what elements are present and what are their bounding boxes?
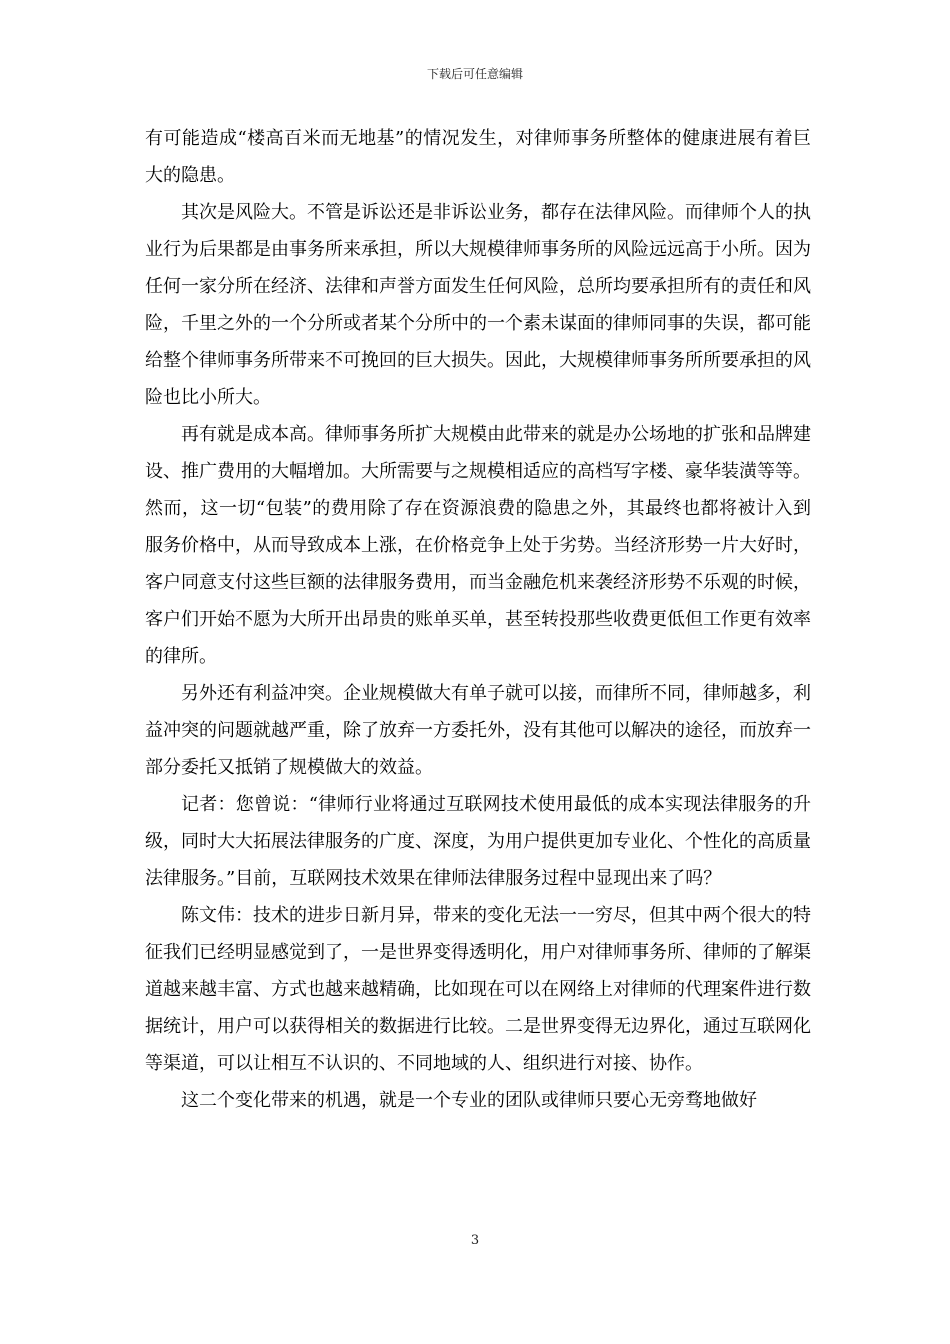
paragraph-7: 这二个变化带来的机遇，就是一个专业的团队或律师只要心无旁骛地做好: [181, 1090, 757, 1111]
paragraph-2: 其次是风险大。不管是诉讼还是非诉讼业务，都存在法律风险。而律师个人的执业行为后果都是由事务所来承担，所以大规模律师事务所的风险远远高于小所。因为任何一家分所在经济、法律和声誉方面发生任何风险，总所均要承担所有的责任和风险，千里之外的一个分所或者某个分所中的一个素未谋面的律师同事的失误，都可能给整个律师事务所带来不可挽回的巨大损失。因此，大规模律师事务所所要承担的风险也比小所大。: [145, 202, 811, 408]
paragraph-4: 另外还有利益冲突。企业规模做大有单子就可以接，而律所不同，律师越多，利益冲突的问题就越严重，除了放弃一方委托外，没有其他可以解决的途径，而放弃一部分委托又抵销了规模做大的效益。: [145, 683, 811, 778]
page-header: 下载后可任意编辑: [426, 67, 523, 81]
paragraph-5: 记者：您曾说：“律师行业将通过互联网技术使用最低的成本实现法律服务的升级，同时大大拓展法律服务的广度、深度，为用户提供更加专业化、个性化的高质量法律服务。”目前，互联网技术效果在律师法律服务过程中显现出来了吗？: [145, 794, 811, 889]
paragraph-6: 陈文伟：技术的进步日新月异，带来的变化无法一一穷尽，但其中两个很大的特征我们已经明显感觉到了，一是世界变得透明化，用户对律师事务所、律师的了解渠道越来越丰富、方式也越来越精确，比如现在可以在网络上对律师的代理案件进行数据统计，用户可以获得相关的数据进行比较。二是世界变得无边界化，通过互联网化等渠道，可以让相互不认识的、不同地域的人、组织进行对接、协作。: [145, 905, 811, 1074]
paragraph-3: 再有就是成本高。律师事务所扩大规模由此带来的就是办公场地的扩张和品牌建设、推广费用的大幅增加。大所需要与之规模相适应的高档写字楼、豪华装潢等等。然而，这一切“包装”的费用除了存在资源浪费的隐患之外，其最终也都将被计入到服务价格中，从而导致成本上涨，在价格竞争上处于劣势。当经济形势一片大好时，客户同意支付这些巨额的法律服务费用，而当金融危机来袭经济形势不乐观的时候，客户们开始不愿为大所开出昂贵的账单买单，甚至转投那些收费更低但工作更有效率的律所。: [145, 424, 811, 667]
document-body: [145, 120, 811, 1119]
page-number: 3: [470, 1233, 480, 1248]
paragraph-1: 有可能造成“楼高百米而无地基”的情况发生，对律师事务所整体的健康进展有着巨大的隐患。: [145, 128, 811, 186]
